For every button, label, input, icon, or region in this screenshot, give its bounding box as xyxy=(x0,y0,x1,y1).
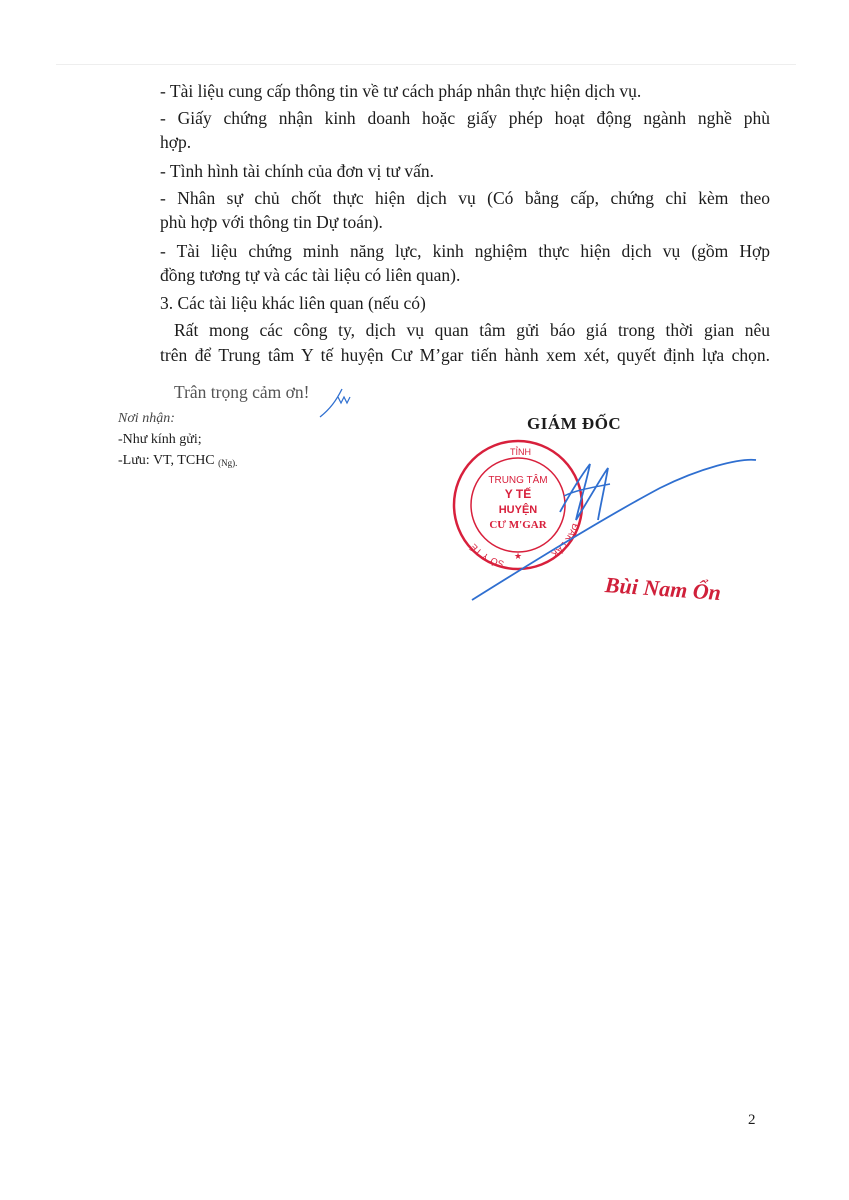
bullet-business-license-line1: - Giấy chứng nhận kinh doanh hoặc giấy phép hoạt động ngành nghề phù xyxy=(160,108,770,128)
bullet-business-license-line2: hợp. xyxy=(160,132,192,152)
bullet-financial-status: - Tình hình tài chính của đơn vị tư vấn. xyxy=(160,161,435,181)
recipients-block xyxy=(118,408,237,474)
thanks-line: Trân trọng cảm ơn! xyxy=(174,382,310,402)
recipients-heading: Nơi nhận: xyxy=(118,411,175,426)
recipient-line-2-text: -Lưu: VT, TCHC xyxy=(118,453,215,468)
bullet-key-personnel-line2: phù hợp với thông tin Dự toán). xyxy=(160,212,383,232)
bullet-experience-line2: đồng tương tự và các tài liệu có liên quan). xyxy=(160,265,461,285)
seal-right-text: ĐẮK LẮK xyxy=(549,522,581,560)
recipient-line-2-subscript: (Ng). xyxy=(218,458,238,468)
bullet-key-personnel-line1: - Nhân sự chủ chốt thực hiện dịch vụ (Có bằng cấp, chứng chỉ kèm theo xyxy=(160,188,770,208)
initial-mark-icon xyxy=(318,383,358,423)
signatory-name: Bùi Nam Ổn xyxy=(604,572,722,606)
bullet-legal-status: - Tài liệu cung cấp thông tin về tư cách pháp nhân thực hiện dịch vụ. xyxy=(160,81,642,101)
seal-left-text: SỞ Y TẾ xyxy=(468,541,506,570)
recipient-line-2 xyxy=(118,450,237,474)
seal-line-1: TRUNG TÂM xyxy=(488,475,548,486)
closing-paragraph-line2: trên để Trung tâm Y tế huyện Cư M’gar tiến hành xem xét, quyết định lựa chọn. xyxy=(160,345,770,365)
seal-line-2: Y TẾ xyxy=(504,487,532,501)
seal-top-text: TỈNH xyxy=(510,447,531,457)
recipient-line-1: -Như kính gửi; xyxy=(118,432,202,447)
closing-paragraph-line1: Rất mong các công ty, dịch vụ quan tâm gửi báo giá trong thời gian nêu xyxy=(174,320,770,340)
seal-line-4: CƯ M'GAR xyxy=(489,519,547,531)
page-top-edge xyxy=(56,64,796,65)
bullet-experience-line1: - Tài liệu chứng minh năng lực, kinh nghiệm thực hiện dịch vụ (gồm Hợp xyxy=(160,241,770,261)
seal-line-3: HUYỆN xyxy=(498,504,538,516)
seal-star-icon: ★ xyxy=(514,552,523,562)
item-other-documents: 3. Các tài liệu khác liên quan (nếu có) xyxy=(160,293,426,313)
signatory-title: GIÁM ĐỐC xyxy=(527,414,622,433)
page-number: 2 xyxy=(748,1112,756,1128)
